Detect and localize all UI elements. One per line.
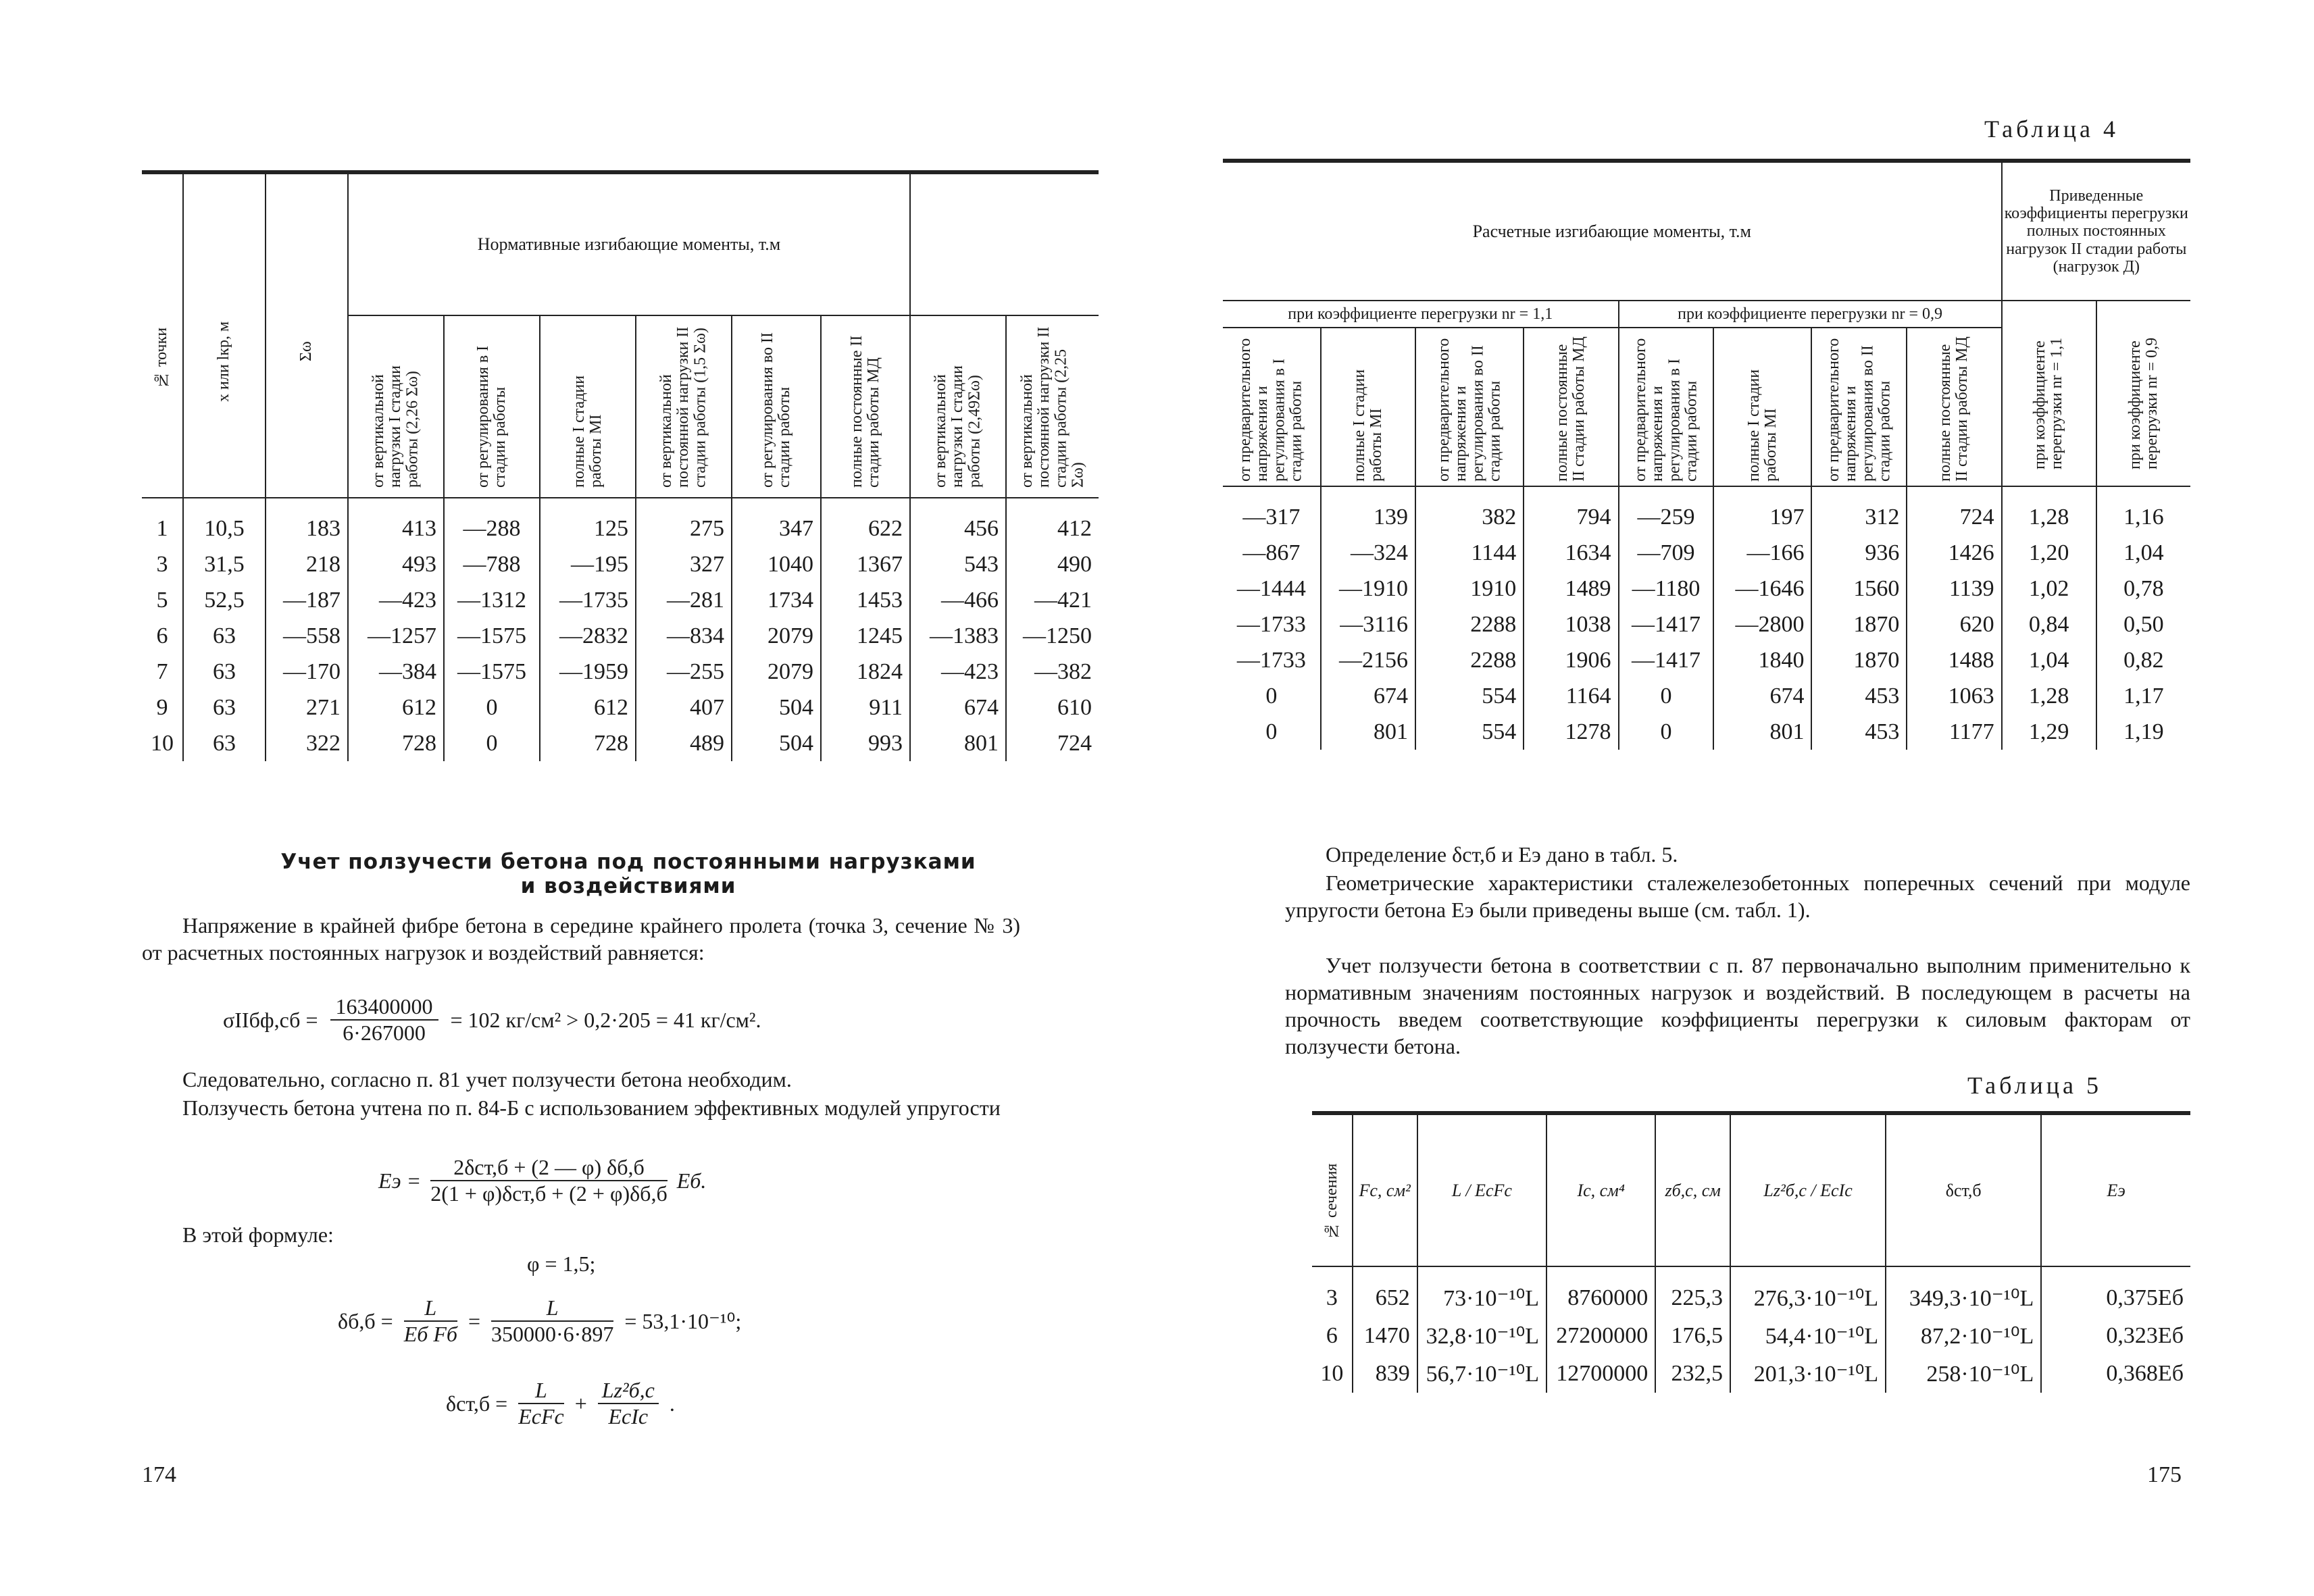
table-cell: 1139: [1907, 571, 2001, 607]
table-cell: 382: [1415, 486, 1524, 535]
table-cell: —2832: [540, 618, 636, 654]
table-cell: 0: [444, 725, 540, 761]
table-cell: 0,50: [2096, 607, 2190, 642]
table-cell: 728: [540, 725, 636, 761]
table-cell: 493: [348, 546, 444, 582]
table-cell: 554: [1415, 714, 1524, 750]
table-cell: 1177: [1907, 714, 2001, 750]
table-row: [1312, 1266, 2190, 1317]
t4-col-3: полные постоянные II стадии работы MД: [1524, 328, 1618, 486]
table-cell: 1,20: [2002, 535, 2096, 571]
table-cell: 32,8·10⁻¹⁰L: [1417, 1317, 1546, 1355]
table-cell: 10: [142, 725, 183, 761]
table-cell: —1575: [444, 618, 540, 654]
table-cell: 1734: [732, 582, 821, 618]
table-cell: 674: [910, 690, 1006, 725]
table-cell: 412: [1006, 498, 1099, 546]
table-cell: 1,28: [2002, 486, 2096, 535]
col-7: от регулирования во II стадии работы: [732, 315, 821, 498]
table-cell: 1870: [1811, 607, 1907, 642]
table-cell: 0,323Eб: [2041, 1317, 2190, 1355]
table-cell: 456: [910, 498, 1006, 546]
table-cell: —1417: [1619, 642, 1714, 678]
table-cell: —709: [1619, 535, 1714, 571]
table-cell: 413: [348, 498, 444, 546]
table-cell: 1,02: [2002, 571, 2096, 607]
table-cell: 1,17: [2096, 678, 2190, 714]
table-row: [142, 546, 1099, 582]
table-cell: 936: [1811, 535, 1907, 571]
formula-2: Eэ = 2δст,б + (2 — φ) δб,б 2(1 + φ)δст,б + (2 + φ)δб,б Eб.: [378, 1155, 707, 1206]
table-cell: 312: [1811, 486, 1907, 535]
table-cell: —1417: [1619, 607, 1714, 642]
table-cell: 1038: [1524, 607, 1618, 642]
section-heading: Учет ползучести бетона под постоянными нагрузками и воздействиями: [280, 850, 976, 898]
table-cell: 911: [821, 690, 910, 725]
table-cell: 275: [636, 498, 732, 546]
formula-4: δб,б = L Eб Fб = $\frac{L}{350000\cdot 6\cdot 897}$ = 53,1·10⁻¹⁰;: [338, 1295, 742, 1346]
table-cell: 1,16: [2096, 486, 2190, 535]
table-cell: 56,7·10⁻¹⁰L: [1417, 1355, 1546, 1393]
formula-3: φ = 1,5;: [527, 1252, 596, 1276]
table-cell: 347: [732, 498, 821, 546]
table-cell: 349,3·10⁻¹⁰L: [1886, 1266, 2041, 1317]
table-cell: 2288: [1415, 607, 1524, 642]
table-cell: 0,368Eб: [2041, 1355, 2190, 1393]
table-row: [142, 498, 1099, 546]
t4-col-5: полные I стадии работы MI: [1713, 328, 1811, 486]
table-cell: 54,4·10⁻¹⁰L: [1730, 1317, 1886, 1355]
table-cell: —195: [540, 546, 636, 582]
table-cell: 1824: [821, 654, 910, 690]
table-cell: 271: [266, 690, 348, 725]
table-cell: 724: [1907, 486, 2001, 535]
t4-col-4: от предварительного напряжения и регулирования в I стадии работы: [1619, 328, 1714, 486]
group-header: Нормативные изгибающие моменты, т.м: [348, 174, 910, 315]
table-cell: 1,04: [2096, 535, 2190, 571]
t5-col-3: Iс, см⁴: [1546, 1114, 1655, 1266]
table-cell: 63: [183, 725, 266, 761]
page-number-left: 174: [142, 1462, 176, 1487]
table-cell: 63: [183, 618, 266, 654]
col-5: полные I стадии работы MI: [540, 315, 636, 498]
table-cell: —1959: [540, 654, 636, 690]
table-cell: 258·10⁻¹⁰L: [1886, 1355, 2041, 1393]
table-row: [1223, 678, 2190, 714]
table-cell: —423: [348, 582, 444, 618]
table-cell: —187: [266, 582, 348, 618]
table-cell: 1910: [1415, 571, 1524, 607]
table-cell: 453: [1811, 678, 1907, 714]
col-point: № точки: [142, 174, 183, 498]
t5-col-0: № сечения: [1312, 1114, 1353, 1266]
table-cell: 1040: [732, 546, 821, 582]
table-cell: —1575: [444, 654, 540, 690]
table-4: [1223, 161, 2190, 750]
table-cell: 5: [142, 582, 183, 618]
table-cell: —2156: [1321, 642, 1415, 678]
table-row: [142, 690, 1099, 725]
table-row: [1312, 1355, 2190, 1393]
table-cell: 0: [1223, 678, 1321, 714]
t4-col-6: от предварительного напряжения и регулирования во II стадии работы: [1811, 328, 1907, 486]
table-cell: 489: [636, 725, 732, 761]
paragraph-r1: Определение δст,б и Eэ дано в табл. 5.: [1326, 842, 1678, 867]
table-cell: 620: [1907, 607, 2001, 642]
paragraph-r3: Учет ползучести бетона в соответствии с п. 87 первоначально выполним применительно к нормативным значениям постоянных нагрузок и воздействий. В последующем в расчеты на прочность введем соответствующие коэффициенты перегрузки к силовым факторам от ползучести бетона.: [1285, 953, 2190, 1058]
table-cell: 73·10⁻¹⁰L: [1417, 1266, 1546, 1317]
table-cell: 1,28: [2002, 678, 2096, 714]
table-cell: 0: [1619, 678, 1714, 714]
table-cell: 52,5: [183, 582, 266, 618]
table-cell: 139: [1321, 486, 1415, 535]
table-cell: 1489: [1524, 571, 1618, 607]
table-cell: 183: [266, 498, 348, 546]
table-cell: 2079: [732, 654, 821, 690]
table-cell: —1735: [540, 582, 636, 618]
table-cell: 1470: [1353, 1317, 1417, 1355]
table-cell: 1,19: [2096, 714, 2190, 750]
table-cell: —1733: [1223, 607, 1321, 642]
table-row: [142, 725, 1099, 761]
table-cell: —867: [1223, 535, 1321, 571]
table-cell: 612: [540, 690, 636, 725]
table-row: [1223, 571, 2190, 607]
table-cell: —317: [1223, 486, 1321, 535]
table-cell: —170: [266, 654, 348, 690]
group-header-blank: [910, 174, 1099, 315]
table-cell: 1063: [1907, 678, 2001, 714]
table-cell: 504: [732, 690, 821, 725]
formula-5: δст,б = L EсFс + Lz²б,с EсIс .: [446, 1378, 675, 1428]
col-6: от вертикальной постоянной нагрузки II стадии работы (1,5 Σω): [636, 315, 732, 498]
paragraph-1: Напряжение в крайней фибре бетона в середине крайнего пролета (точка 3, сечение № 3) от расчетных постоянных нагрузок и воздействий равняется:: [142, 913, 1020, 964]
table-cell: —1250: [1006, 618, 1099, 654]
table-cell: —421: [1006, 582, 1099, 618]
paragraph-3: Ползучесть бетона учтена по п. 84-Б с использованием эффективных модулей упругости: [182, 1096, 1001, 1120]
table-cell: —423: [910, 654, 1006, 690]
t4-col-8: при коэффициенте перегрузки nr = 1,1: [2002, 301, 2096, 486]
table-cell: 839: [1353, 1355, 1417, 1393]
t4-col-1: полные I стадии работы MI: [1321, 328, 1415, 486]
table-cell: 543: [910, 546, 1006, 582]
t4-col-9: при коэффициенте перегрузки nr = 0,9: [2096, 301, 2190, 486]
table-cell: —384: [348, 654, 444, 690]
table-cell: 801: [1321, 714, 1415, 750]
table-cell: 12700000: [1546, 1355, 1655, 1393]
table-cell: 10,5: [183, 498, 266, 546]
paragraph-r2: Геометрические характеристики сталежелезобетонных поперечных сечений при модуле упругости бетона Eэ были приведены выше (см. табл. 1).: [1285, 871, 2190, 922]
t5-col-7: Eэ: [2041, 1114, 2190, 1266]
table-cell: 10: [1312, 1355, 1353, 1393]
table-cell: 87,2·10⁻¹⁰L: [1886, 1317, 2041, 1355]
table-cell: —558: [266, 618, 348, 654]
table-cell: 1278: [1524, 714, 1618, 750]
table-cell: 176,5: [1655, 1317, 1730, 1355]
table-cell: 1144: [1415, 535, 1524, 571]
table4-caption: Таблица 4: [1984, 115, 2119, 143]
t5-col-4: zб,с, см: [1655, 1114, 1730, 1266]
table-cell: 63: [183, 690, 266, 725]
table-cell: 0,78: [2096, 571, 2190, 607]
table-cell: 794: [1524, 486, 1618, 535]
table-cell: —288: [444, 498, 540, 546]
table-cell: 9: [142, 690, 183, 725]
table-cell: —382: [1006, 654, 1099, 690]
table-cell: —1257: [348, 618, 444, 654]
table-row: [142, 654, 1099, 690]
table-cell: 0,84: [2002, 607, 2096, 642]
col-4: от регулирования в I стадии работы: [444, 315, 540, 498]
table-cell: —1383: [910, 618, 1006, 654]
t5-col-5: Lz²б,с / EсIс: [1730, 1114, 1886, 1266]
table-cell: —2800: [1713, 607, 1811, 642]
table4-group-header: Расчетные изгибающие моменты, т.м: [1223, 162, 2002, 301]
table-cell: 1245: [821, 618, 910, 654]
table-cell: 724: [1006, 725, 1099, 761]
table-cell: 0: [1619, 714, 1714, 750]
table-cell: 1,04: [2002, 642, 2096, 678]
table-cell: 0: [444, 690, 540, 725]
table-cell: 610: [1006, 690, 1099, 725]
table-row: [1312, 1317, 2190, 1355]
table-cell: 1870: [1811, 642, 1907, 678]
table-cell: 622: [821, 498, 910, 546]
table-cell: —255: [636, 654, 732, 690]
t4-col-0: от предварительного напряжения и регулирования в I стадии работы: [1223, 328, 1321, 486]
table-cell: 0,375Eб: [2041, 1266, 2190, 1317]
table-cell: 1: [142, 498, 183, 546]
table-cell: 612: [348, 690, 444, 725]
table-cell: 276,3·10⁻¹⁰L: [1730, 1266, 1886, 1317]
table-cell: 225,3: [1655, 1266, 1730, 1317]
table-row: [142, 618, 1099, 654]
t5-col-1: Fс, см²: [1353, 1114, 1417, 1266]
table-cell: 0: [1223, 714, 1321, 750]
paragraph-4: В этой формуле:: [182, 1222, 334, 1247]
table-cell: 1164: [1524, 678, 1618, 714]
table-cell: —324: [1321, 535, 1415, 571]
table-row: [1223, 607, 2190, 642]
table-cell: 3: [1312, 1266, 1353, 1317]
table-cell: —1180: [1619, 571, 1714, 607]
table-cell: 993: [821, 725, 910, 761]
table-cell: 453: [1811, 714, 1907, 750]
table-cell: 27200000: [1546, 1317, 1655, 1355]
table-cell: —259: [1619, 486, 1714, 535]
t4-col-2: от предварительного напряжения и регулирования во II стадии работы: [1415, 328, 1524, 486]
paragraph-2: Следовательно, согласно п. 81 учет ползучести бетона необходим.: [182, 1067, 792, 1091]
table-cell: 1488: [1907, 642, 2001, 678]
table-cell: 218: [266, 546, 348, 582]
table-cell: 3: [142, 546, 183, 582]
table-row: [1223, 714, 2190, 750]
table-cell: —1646: [1713, 571, 1811, 607]
table-cell: 1453: [821, 582, 910, 618]
col-x: x или lкр, м: [183, 174, 266, 498]
table-cell: —1312: [444, 582, 540, 618]
table-row: [1223, 535, 2190, 571]
table-cell: 63: [183, 654, 266, 690]
table-cell: 6: [1312, 1317, 1353, 1355]
table-cell: 31,5: [183, 546, 266, 582]
table-cell: 197: [1713, 486, 1811, 535]
table-cell: 554: [1415, 678, 1524, 714]
table-cell: 322: [266, 725, 348, 761]
table4-sub1: при коэффициенте перегрузки nr = 1,1: [1223, 301, 1619, 328]
table-cell: 327: [636, 546, 732, 582]
table-cell: 125: [540, 498, 636, 546]
table-cell: —3116: [1321, 607, 1415, 642]
col-10: от вертикальной постоянной нагрузки II стадии работы (2,25 Σω): [1006, 315, 1099, 498]
table-cell: —281: [636, 582, 732, 618]
table-row: [1223, 642, 2190, 678]
table-row: [142, 582, 1099, 618]
table-cell: 1367: [821, 546, 910, 582]
table5-caption: Таблица 5: [1967, 1072, 2102, 1099]
page-number-right: 175: [2147, 1462, 2182, 1487]
table-row: [1223, 486, 2190, 535]
table-cell: 674: [1321, 678, 1415, 714]
table-cell: 8760000: [1546, 1266, 1655, 1317]
table-cell: —1444: [1223, 571, 1321, 607]
table-cell: 490: [1006, 546, 1099, 582]
table-cell: 504: [732, 725, 821, 761]
t5-col-6: δст,б: [1886, 1114, 2041, 1266]
table-cell: 2288: [1415, 642, 1524, 678]
table-cell: 0,82: [2096, 642, 2190, 678]
formula-1: σIIбф,сб = $\frac{163400000}{6\cdot 267000}$ = 102 кг/см² > 0,2·205 = 41 кг/см².: [223, 994, 761, 1045]
table-cell: 1426: [1907, 535, 2001, 571]
table-cell: 201,3·10⁻¹⁰L: [1730, 1355, 1886, 1393]
col-8: полные постоянные II стадии работы MД: [821, 315, 910, 498]
table-cell: 1906: [1524, 642, 1618, 678]
table-cell: 232,5: [1655, 1355, 1730, 1393]
col-9: от вертикальной нагрузки I стадии работы (2,49Σω): [910, 315, 1006, 498]
table-cell: 728: [348, 725, 444, 761]
table-5: [1312, 1114, 2190, 1393]
table-cell: 801: [910, 725, 1006, 761]
table-cell: 1560: [1811, 571, 1907, 607]
table-cell: 674: [1713, 678, 1811, 714]
table-cell: 1634: [1524, 535, 1618, 571]
table-cell: —166: [1713, 535, 1811, 571]
table-cell: 801: [1713, 714, 1811, 750]
col-sigma: Σω: [266, 174, 348, 498]
table-cell: 407: [636, 690, 732, 725]
table-cell: 1,29: [2002, 714, 2096, 750]
table4-right-header: Приведенные коэффициенты перегрузки полных постоянных нагрузок II стадии работы (нагрузок Д): [2002, 162, 2190, 301]
table-cell: 7: [142, 654, 183, 690]
table-cell: 2079: [732, 618, 821, 654]
table-cell: 1840: [1713, 642, 1811, 678]
table-cell: —466: [910, 582, 1006, 618]
table-cell: 652: [1353, 1266, 1417, 1317]
table-cell: —1910: [1321, 571, 1415, 607]
table-cell: 6: [142, 618, 183, 654]
col-3: от вертикальной нагрузки I стадии работы (2,26 Σω): [348, 315, 444, 498]
table4-sub2: при коэффициенте перегрузки nr = 0,9: [1619, 301, 2002, 328]
t5-col-2: L / EсFс: [1417, 1114, 1546, 1266]
table-cell: —788: [444, 546, 540, 582]
table-cell: —834: [636, 618, 732, 654]
t4-col-7: полные постоянные II стадии работы MД: [1907, 328, 2001, 486]
right-page: [1157, 0, 2314, 1596]
moments-table-left: [142, 173, 1099, 761]
table-cell: —1733: [1223, 642, 1321, 678]
